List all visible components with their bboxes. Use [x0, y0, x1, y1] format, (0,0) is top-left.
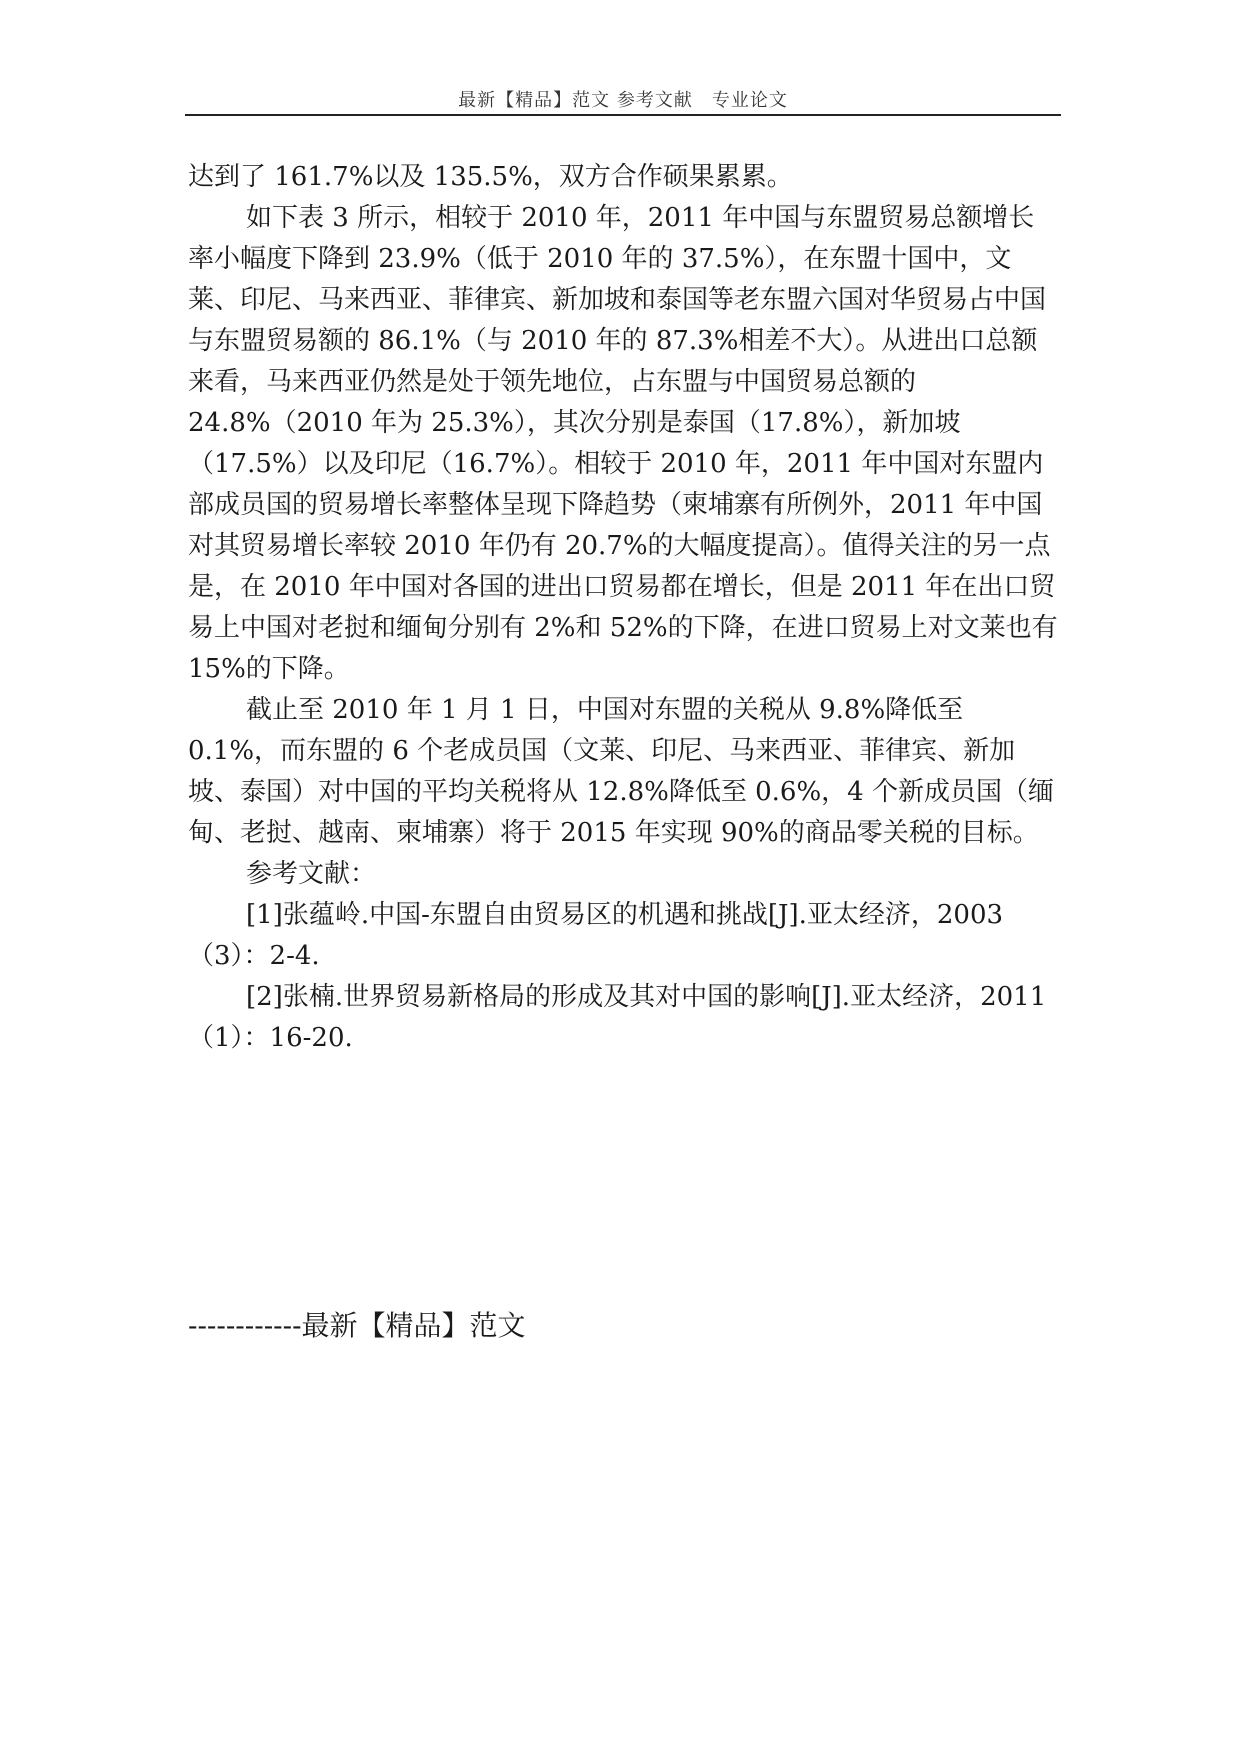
reference-item: [1]张蕴岭.中国-东盟自由贸易区的机遇和挑战[J].亚太经济，2003（3）：2-4.	[188, 900, 1004, 971]
header-rule	[185, 114, 1061, 116]
footer-text: ------------最新【精品】范文	[188, 1309, 526, 1342]
document-body	[188, 157, 1060, 1059]
paragraph-continuation: 达到了 161.7%以及 135.5%，双方合作硕果累累。	[188, 162, 793, 192]
reference-item: [2]张楠.世界贸易新格局的形成及其对中国的影响[J].亚太经济，2011（1）：16-20.	[188, 982, 1047, 1053]
references-heading: 参考文献：	[246, 859, 377, 889]
paragraph-trade-growth: 如下表 3 所示，相较于 2010 年，2011 年中国与东盟贸易总额增长率小幅度下降到 23.9%（低于 2010 年的 37.5%），在东盟十国中，文莱、印尼、马来西亚、菲律宾、新加坡和泰国等老东盟六国对华贸易占中国与东盟贸易额的 86.1%（与 2010 年的 87.3%相差不大）。从进出口总额来看，马来西亚仍然是处于领先地位，占东盟与中国贸易总额的 24.8%（2010 年为 25.3%），其次分别是泰国（17.8%），新加坡（17.5%）以及印尼（16.7%）。相较于 2010 年，2011 年中国对东盟内部成员国的贸易增长率整体呈现下降趋势（柬埔寨有所例外，2011 年中国对其贸易增长率较 2010 年仍有 20.7%的大幅度提高）。值得关注的另一点是，在 2010 年中国对各国的进出口贸易都在增长，但是 2011 年在出口贸易上中国对老挝和缅甸分别有 2%和 52%的下降，在进口贸易上对文莱也有 15%的下降。	[188, 203, 1058, 684]
page-header: 最新【精品】范文 参考文献 专业论文	[458, 90, 788, 111]
paragraph-tariff: 截止至 2010 年 1 月 1 日，中国对东盟的关税从 9.8%降低至 0.1%，而东盟的 6 个老成员国（文莱、印尼、马来西亚、菲律宾、新加坡、泰国）对中国的平均关税将从 12.8%降低至 0.6%，4 个新成员国（缅甸、老挝、越南、柬埔寨）将于 2015 年实现 90%的商品零关税的目标。	[188, 695, 1054, 848]
